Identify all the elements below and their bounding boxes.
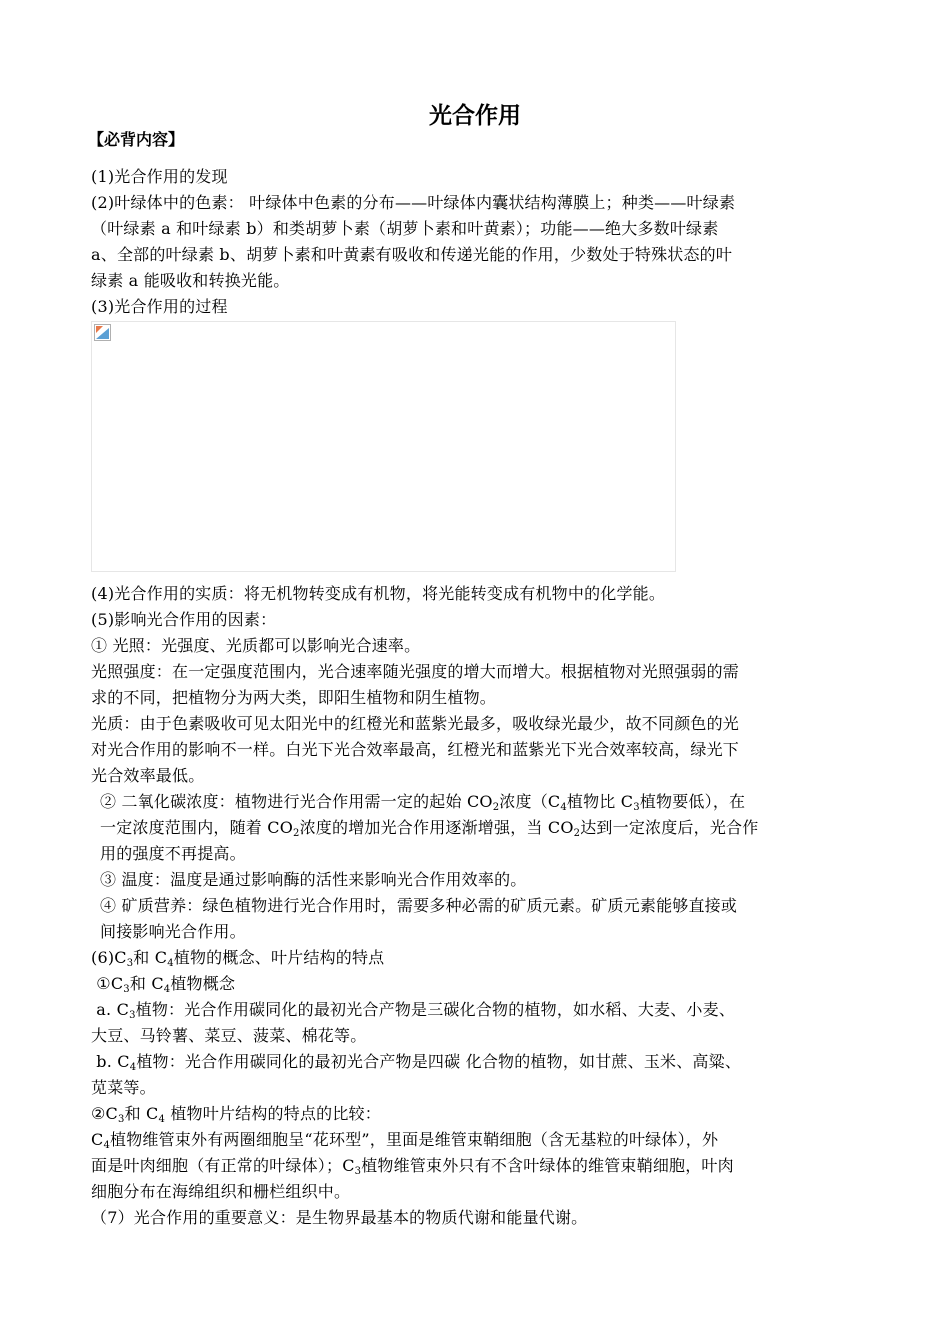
text-line: ① 光照：光强度、光质都可以影响光合速率。 [91,636,421,655]
text-line: (3)光合作用的过程 [91,297,228,316]
text-line: （7）光合作用的重要意义：是生物界最基本的物质代谢和能量代谢。 [91,1208,588,1227]
text-line: 光合效率最低。 [91,766,205,785]
broken-image-icon [94,324,111,341]
text-line: $②C_3$和 $C_4$ 植物叶片结构的特点的比较： [91,1104,381,1125]
process-image-placeholder [91,321,676,572]
text-line: 求的不同，把植物分为两大类，即阳生植物和阴生植物。 [91,688,497,707]
text-line: 对光合作用的影响不一样。白光下光合效率最高，红橙光和蓝紫光下光合效率较高，绿光下 [91,740,740,759]
text-line: 面是叶肉细胞（有正常的叶绿体）；$C_3$植物维管束外只有不含叶绿体的维管束鞘细胞，叶肉 [91,1156,734,1177]
text-line: 光质：由于色素吸收可见太阳光中的红橙光和蓝紫光最多，吸收绿光最少，故不同颜色的光 [91,714,740,733]
text-line: 大豆、马铃薯、菜豆、菠菜、棉花等。 [91,1026,367,1045]
text-line: 间接影响光合作用。 [100,922,246,941]
text-line: a、全部的叶绿素 b、胡萝卜素和叶黄素有吸收和传递光能的作用，少数处于特殊状态的叶 [91,245,733,264]
page-title: 光合作用 [429,103,521,129]
text-line: $(6)C_3$和 $C_4$植物的概念、叶片结构的特点 [91,948,385,969]
section-heading: 【必背内容】 [88,130,185,149]
text-line: a. $C_3$植物：光合作用碳同化的最初光合产物是三碳化合物的植物，如水稻、大麦、小麦、 [96,1000,736,1021]
text-line: 细胞分布在海绵组织和栅栏组织中。 [91,1182,351,1201]
text-line: $C_4$植物维管束外有两圈细胞呈“花环型”，里面是维管束鞘细胞（含无基粒的叶绿体），外 [91,1130,719,1151]
text-line: ② 二氧化碳浓度：植物进行光合作用需一定的起始 $CO_2$浓度（$C_4$植物比 $C_3$植物要低），在 [100,792,746,813]
text-line: b. $C_4$植物：光合作用碳同化的最初光合产物是四碳 化合物的植物，如甘蔗、玉米、高粱、 [96,1052,742,1073]
text-line: (1)光合作用的发现 [91,167,228,186]
text-line: 光照强度：在一定强度范围内，光合速率随光强度的增大而增大。根据植物对光照强弱的需 [91,662,740,681]
text-line: 一定浓度范围内，随着 $CO_2$浓度的增加光合作用逐渐增强，当 $CO_2$达到一定浓度后，光合作 [100,818,759,839]
text-line: (2)叶绿体中的色素： 叶绿体中色素的分布——叶绿体内囊状结构薄膜上；种类——叶绿素 [91,193,736,212]
text-line: $①C_3$和 $C_4$植物概念 [96,974,236,995]
text-line: ③ 温度：温度是通过影响酶的活性来影响光合作用效率的。 [100,870,527,889]
text-line: （叶绿素 a 和叶绿素 b）和类胡萝卜素（胡萝卜素和叶黄素）；功能——绝大多数叶绿素 [91,219,719,238]
text-line: 用的强度不再提高。 [100,844,246,863]
text-line: 绿素 a 能吸收和转换光能。 [91,271,290,290]
text-line: ④ 矿质营养：绿色植物进行光合作用时，需要多种必需的矿质元素。矿质元素能够直接或 [100,896,738,915]
text-line: (5)影响光合作用的因素： [91,610,277,629]
text-line: (4)光合作用的实质：将无机物转变成有机物，将光能转变成有机物中的化学能。 [91,584,666,603]
text-line: 苋菜等。 [91,1078,156,1097]
